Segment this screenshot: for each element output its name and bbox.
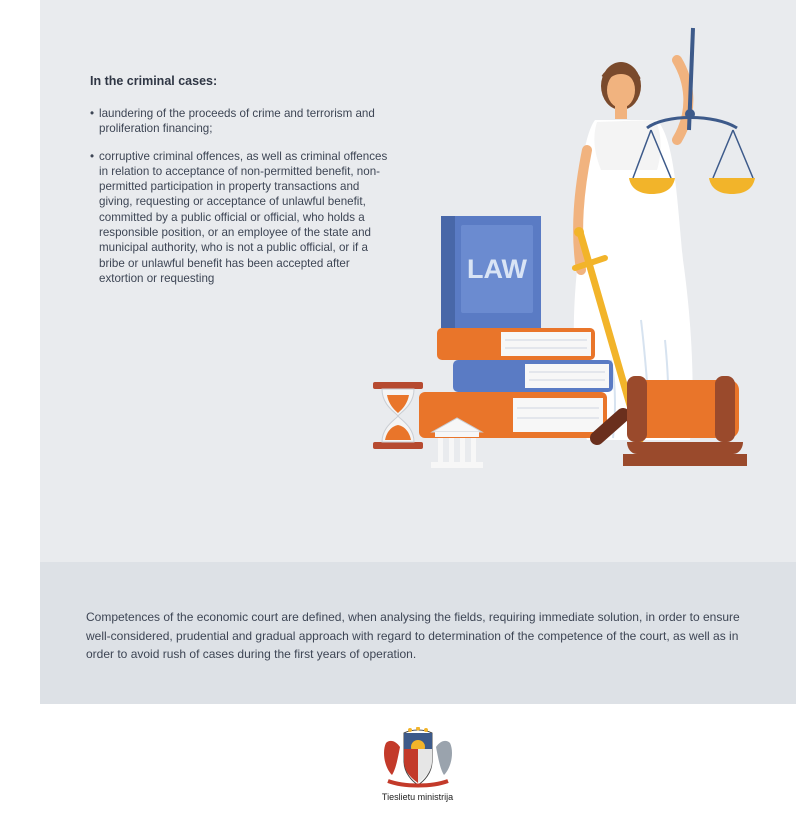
coat-of-arms-icon <box>378 727 458 789</box>
list-item: • laundering of the proceeds of crime and terrorism and proliferation financing; <box>90 106 395 137</box>
ministry-name: Tieslietu ministrija <box>381 792 454 802</box>
summary-text: Competences of the economic court are defined, when analysing the fields, requiring immediate solution, in order to ensure well-considered, prudential and gradual approach with regard to determination of the competence of the court, as well as in order to avoid rush of cases during the first years of operation. <box>86 610 740 661</box>
books-stack-icon <box>419 328 613 438</box>
criminal-cases-heading: In the criminal cases: <box>90 74 218 88</box>
law-book-icon <box>441 216 541 328</box>
book-label: LAW <box>467 254 527 284</box>
hourglass-icon <box>373 382 423 449</box>
criminal-cases-list <box>90 106 395 298</box>
justice-illustration <box>365 20 765 480</box>
list-item: • corruptive criminal offences, as well as criminal offences in relation to acceptance of non-permitted benefit, non-permitted participation in property transactions and giving, requesting or acceptance of unlawful benefit, committed by a public official or official, who holds a responsible position, or an employee of the state and municipal authority, who is not a public official, or if a bribe or unlawful benefit has been accepted after extortion or requesting <box>90 149 395 287</box>
